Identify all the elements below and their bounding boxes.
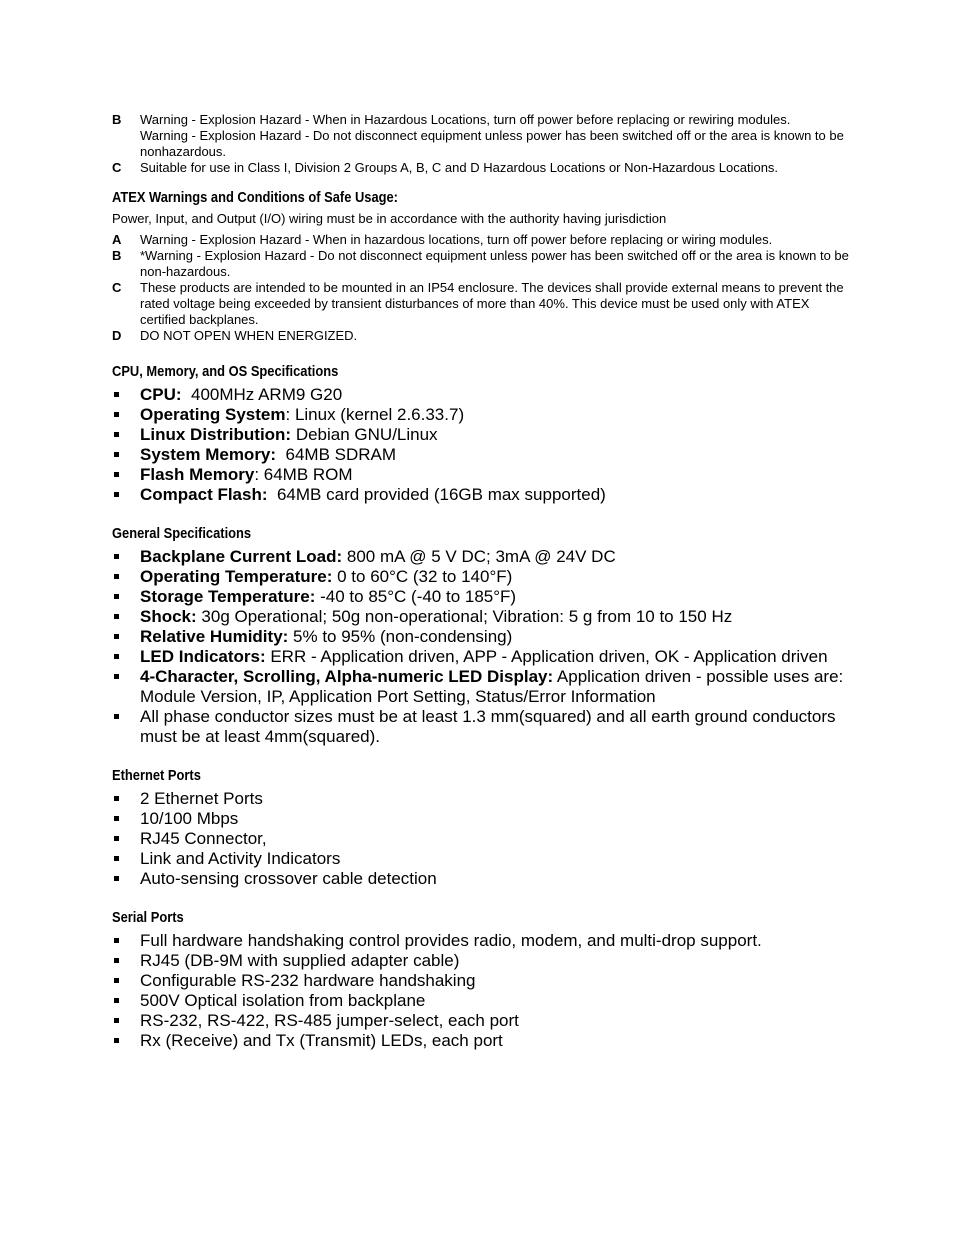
general-list <box>112 547 852 747</box>
list-item: CPU: 400MHz ARM9 G20 <box>112 385 852 405</box>
atex-text: DO NOT OPEN WHEN ENERGIZED. <box>140 328 358 343</box>
list-item: RJ45 Connector, <box>112 829 852 849</box>
hazard-letter: B <box>112 112 122 127</box>
serial-list <box>112 931 852 1051</box>
list-item: Operating Temperature: 0 to 60°C (32 to 140°F) <box>112 567 852 587</box>
list-item: Shock: 30g Operational; 50g non-operational; Vibration: 5 g from 10 to 150 Hz <box>112 607 852 627</box>
list-item: Link and Activity Indicators <box>112 849 852 869</box>
list-item: 2 Ethernet Ports <box>112 789 852 809</box>
atex-text: Warning - Explosion Hazard - When in hazardous locations, turn off power before replacing or wiring modules. <box>140 232 773 247</box>
list-item: Operating System: Linux (kernel 2.6.33.7) <box>112 405 852 425</box>
atex-item <box>112 232 852 248</box>
list-item: Storage Temperature: -40 to 85°C (-40 to 185°F) <box>112 587 852 607</box>
list-item: LED Indicators: ERR - Application driven, APP - Application driven, OK - Application driven <box>112 647 852 667</box>
cpu-list <box>112 385 852 505</box>
list-item: Linux Distribution: Debian GNU/Linux <box>112 425 852 445</box>
atex-letter: A <box>112 232 122 247</box>
list-item: Relative Humidity: 5% to 95% (non-condensing) <box>112 627 852 647</box>
section-heading: CPU, Memory, and OS Specifications <box>112 363 339 380</box>
hazard-letter: C <box>112 160 122 175</box>
atex-letter: C <box>112 280 122 295</box>
atex-text: These products are intended to be mounted in an IP54 enclosure. The devices shall provide external means to prevent the rated voltage being exceeded by transient disturbances of more than 40%. This device must be used only with ATEX certified backplanes. <box>140 280 844 327</box>
hazard-text: Suitable for use in Class I, Division 2 Groups A, B, C and D Hazardous Locations or Non-Hazardous Locations. <box>140 160 779 175</box>
section-heading: Serial Ports <box>112 909 184 926</box>
list-item: Rx (Receive) and Tx (Transmit) LEDs, each port <box>112 1031 852 1051</box>
section-heading: General Specifications <box>112 525 252 542</box>
ethernet-section <box>112 767 852 889</box>
section-heading: ATEX Warnings and Conditions of Safe Usage: <box>112 189 398 206</box>
cpu-section <box>112 363 852 505</box>
section-heading: Ethernet Ports <box>112 767 201 784</box>
list-item: Configurable RS-232 hardware handshaking <box>112 971 852 991</box>
list-item: All phase conductor sizes must be at least 1.3 mm(squared) and all earth ground conductors must be at least 4mm(squared). <box>112 707 852 747</box>
list-item: Auto-sensing crossover cable detection <box>112 869 852 889</box>
ethernet-list <box>112 789 852 889</box>
atex-item <box>112 248 852 280</box>
list-item: System Memory: 64MB SDRAM <box>112 445 852 465</box>
atex-item <box>112 280 852 328</box>
atex-letter: D <box>112 328 122 343</box>
list-item: RS-232, RS-422, RS-485 jumper-select, each port <box>112 1011 852 1031</box>
list-item: Flash Memory: 64MB ROM <box>112 465 852 485</box>
document-page <box>112 112 852 1051</box>
atex-item <box>112 328 852 344</box>
list-item: Backplane Current Load: 800 mA @ 5 V DC; 3mA @ 24V DC <box>112 547 852 567</box>
list-item: 500V Optical isolation from backplane <box>112 991 852 1011</box>
atex-section <box>112 189 852 344</box>
hazard-list <box>112 112 852 176</box>
atex-letter: B <box>112 248 122 263</box>
serial-section <box>112 909 852 1051</box>
hazard-text: Warning - Explosion Hazard - Do not disconnect equipment unless power has been switched off or the area is known to be nonhazardous. <box>140 128 844 159</box>
list-item: 10/100 Mbps <box>112 809 852 829</box>
general-section <box>112 525 852 747</box>
atex-text: *Warning - Explosion Hazard - Do not disconnect equipment unless power has been switched off or the area is known to be non-hazardous. <box>140 248 849 279</box>
list-item: Compact Flash: 64MB card provided (16GB max supported) <box>112 485 852 505</box>
hazard-text: Warning - Explosion Hazard - When in Hazardous Locations, turn off power before replacing or rewiring modules. <box>140 112 791 127</box>
list-item: 4-Character, Scrolling, Alpha-numeric LED Display: Application driven - possible uses are: Module Version, IP, Application Port Setting, Status/Error Information <box>112 667 852 707</box>
atex-intro: Power, Input, and Output (I/O) wiring must be in accordance with the authority having jurisdiction <box>112 211 667 226</box>
list-item: Full hardware handshaking control provides radio, modem, and multi-drop support. <box>112 931 852 951</box>
hazard-item <box>112 112 852 160</box>
list-item: RJ45 (DB-9M with supplied adapter cable) <box>112 951 852 971</box>
hazard-item <box>112 160 852 176</box>
